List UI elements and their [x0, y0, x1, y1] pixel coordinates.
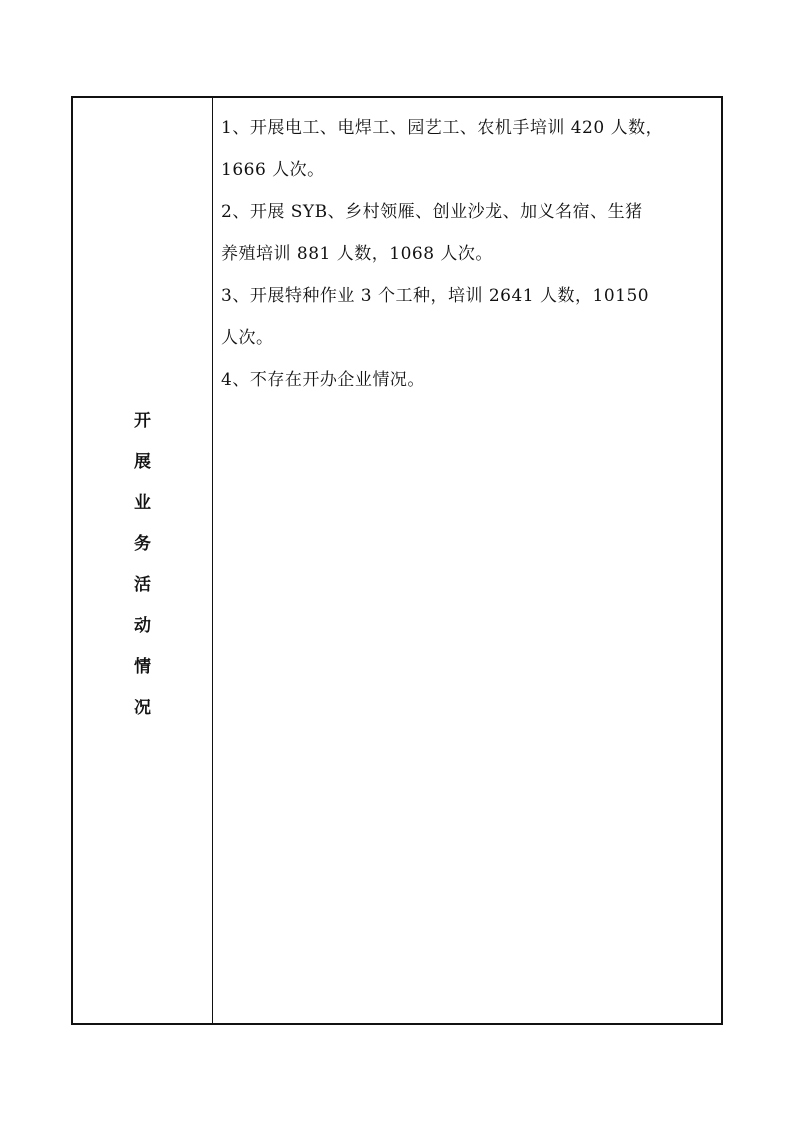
section-label-char: 展 [134, 452, 151, 472]
content-line: 4、不存在开办企业情况。 [221, 370, 425, 390]
section-label-cell [73, 98, 213, 1023]
content-line: 人次。 [221, 328, 274, 348]
content-line: 养殖培训 881 人数，1068 人次。 [221, 244, 493, 264]
content-line: 2、开展 SYB、乡村领雁、创业沙龙、加义名宿、生猪 [221, 202, 643, 222]
content-line: 1、开展电工、电焊工、园艺工、农机手培训 420 人数， [221, 118, 664, 138]
section-label-char: 活 [134, 575, 151, 595]
content-line: 1666 人次。 [221, 160, 325, 180]
section-label-char: 业 [134, 493, 151, 513]
content-line: 3、开展特种作业 3 个工种，培训 2641 人数，10150 [221, 286, 650, 306]
activity-table [71, 96, 723, 1025]
activity-content-cell [213, 98, 721, 1023]
section-label-char: 况 [134, 698, 151, 718]
section-label-char: 情 [134, 657, 151, 677]
section-label-char: 开 [134, 411, 151, 431]
section-label-char: 动 [134, 616, 151, 636]
section-label [73, 401, 212, 729]
section-label-char: 务 [134, 534, 151, 554]
